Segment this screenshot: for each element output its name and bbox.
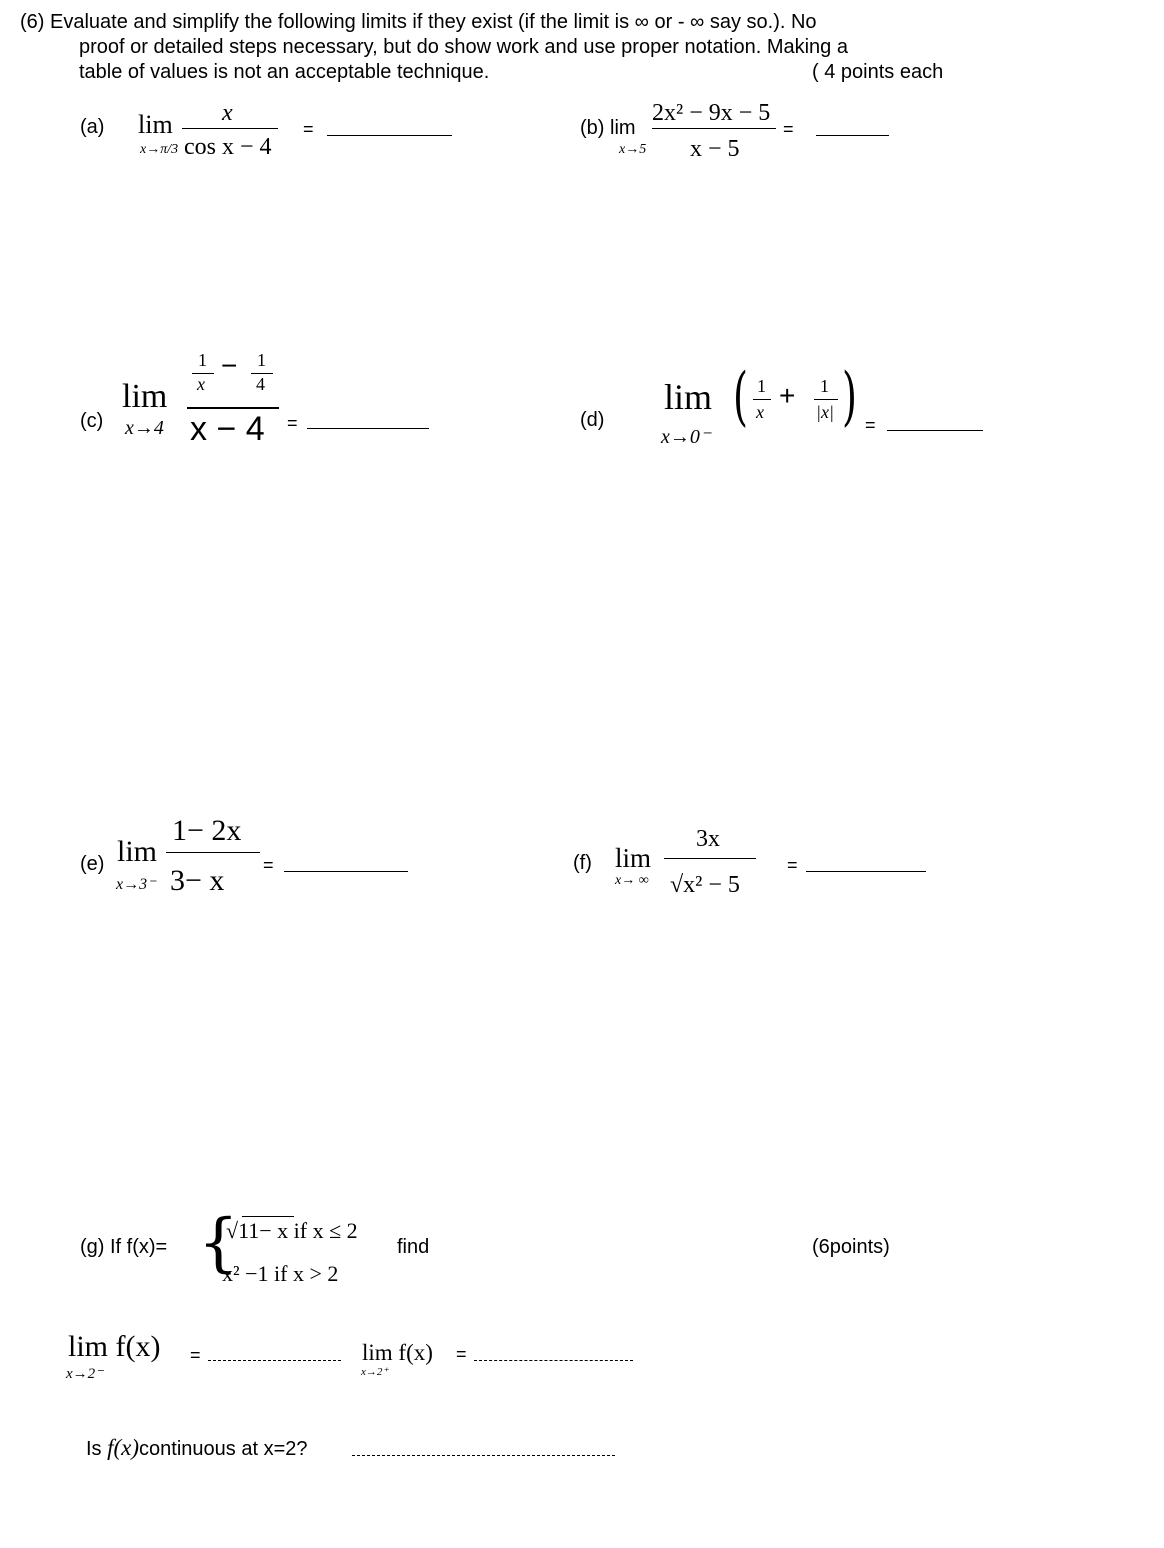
problem-c-minus: − (221, 350, 238, 381)
right-limit-equals: = (456, 1344, 467, 1364)
problem-c-subscript: x→4 (125, 417, 164, 439)
problem-b-label: (b) lim (580, 117, 636, 139)
piecewise-case-2: x² −1 if x > 2 (222, 1261, 339, 1286)
problem-a-subscript: x→π/3 (140, 142, 179, 157)
problem-d-term2-denominator: |x| (816, 402, 834, 422)
left-limit-subscript: x→2⁻ (66, 1366, 104, 1382)
problem-e-denominator: 3− x (170, 864, 225, 897)
left-limit-answer-line[interactable] (208, 1360, 341, 1361)
problem-e-label: (e) (80, 853, 105, 875)
right-limit-answer-line[interactable] (474, 1360, 633, 1361)
problem-c-term2-denominator: 4 (256, 374, 265, 394)
problem-g-intro: (g) If f(x)= (80, 1236, 168, 1258)
problem-b-equals: = (783, 119, 794, 139)
problem-d-equals: = (865, 415, 876, 435)
problem-f-label: (f) (573, 852, 592, 874)
problem-a-equals: = (303, 119, 314, 139)
problem-f-subscript: x→ ∞ (615, 873, 649, 888)
left-limit-equals: = (190, 1345, 201, 1365)
problem-e-fraction-bar (166, 852, 260, 853)
problem-d-term1-numerator: 1 (757, 376, 766, 396)
problem-f-denominator: √x² − 5 (670, 872, 740, 898)
continuity-fx: f(x) (107, 1435, 140, 1460)
continuity-prefix: Is (86, 1438, 108, 1460)
problem-g-points: (6points) (812, 1236, 890, 1258)
problem-e-numerator: 1− 2x (172, 814, 242, 847)
continuity-answer-line[interactable] (352, 1455, 615, 1456)
problem-a-lim: lim (138, 110, 173, 139)
continuity-question (86, 1435, 308, 1461)
problem-e-equals: = (263, 855, 274, 875)
right-limit-expression: lim f(x) (362, 1340, 433, 1365)
problem-c-label: (c) (80, 410, 104, 432)
problem-c-term2-numerator: 1 (257, 350, 266, 370)
right-limit-subscript: x→2⁺ (361, 1366, 389, 1378)
problem-d-label: (d) (580, 409, 605, 431)
problem-f-numerator: 3x (696, 826, 720, 852)
problem-c-fraction-bar (187, 407, 279, 409)
problem-d-term2-numerator: 1 (820, 376, 829, 396)
piecewise-brace: { (198, 1206, 239, 1280)
problem-b-numerator: 2x² − 9x − 5 (652, 100, 771, 126)
problem-a-denominator: cos x − 4 (184, 134, 272, 160)
problem-d-subscript: x→0⁻ (661, 426, 711, 448)
problem-d-answer-line[interactable] (887, 430, 983, 431)
problem-f-answer-line[interactable] (806, 871, 926, 872)
problem-b-denominator: x − 5 (690, 136, 740, 162)
instruction-line-1: (6) Evaluate and simplify the following limits if they exist (if the limit is ∞ or - ∞ say so.). No (20, 11, 817, 33)
points-note: ( 4 points each (812, 61, 944, 83)
problem-e-answer-line[interactable] (284, 871, 408, 872)
problem-f-lim: lim (615, 843, 652, 873)
piecewise-radical-bar (242, 1216, 294, 1217)
problem-d-term1-denominator: x (756, 402, 764, 422)
problem-d-left-paren: ( (733, 360, 748, 434)
problem-c-term1-denominator: x (197, 374, 205, 394)
problem-f-equals: = (787, 855, 798, 875)
problem-d-plus: + (779, 380, 796, 411)
problem-d-right-paren: ) (842, 360, 857, 434)
instruction-line-3: table of values is not an acceptable technique. (79, 61, 490, 83)
problem-d-lim: lim (664, 377, 713, 417)
problem-a-numerator: x (222, 100, 233, 126)
problem-a-fraction-bar (182, 128, 278, 129)
instruction-line-2: proof or detailed steps necessary, but do show work and use proper notation. Making a (79, 36, 848, 58)
problem-a-answer-line[interactable] (327, 135, 452, 136)
problem-a-label: (a) (80, 116, 105, 138)
problem-b-fraction-bar (652, 128, 776, 129)
problem-e-subscript: x→3⁻ (116, 876, 156, 893)
piecewise-case-1: √11− x if x ≤ 2 (226, 1218, 358, 1243)
problem-b-answer-line[interactable] (816, 135, 889, 136)
problem-e-lim: lim (117, 835, 158, 868)
problem-c-equals: = (287, 413, 298, 433)
left-limit-expression: lim f(x) (68, 1330, 161, 1363)
problem-d-term2-bar (814, 399, 838, 400)
problem-f-fraction-bar (664, 858, 756, 859)
problem-d-term1-bar (753, 399, 771, 400)
problem-b-subscript: x→5 (619, 142, 647, 157)
continuity-suffix: continuous at x=2? (139, 1438, 308, 1460)
problem-g-find: find (397, 1236, 430, 1258)
problem-c-term1-numerator: 1 (198, 350, 207, 370)
problem-c-denominator: x − 4 (190, 410, 265, 448)
problem-c-lim: lim (122, 378, 168, 415)
problem-c-answer-line[interactable] (307, 428, 429, 429)
